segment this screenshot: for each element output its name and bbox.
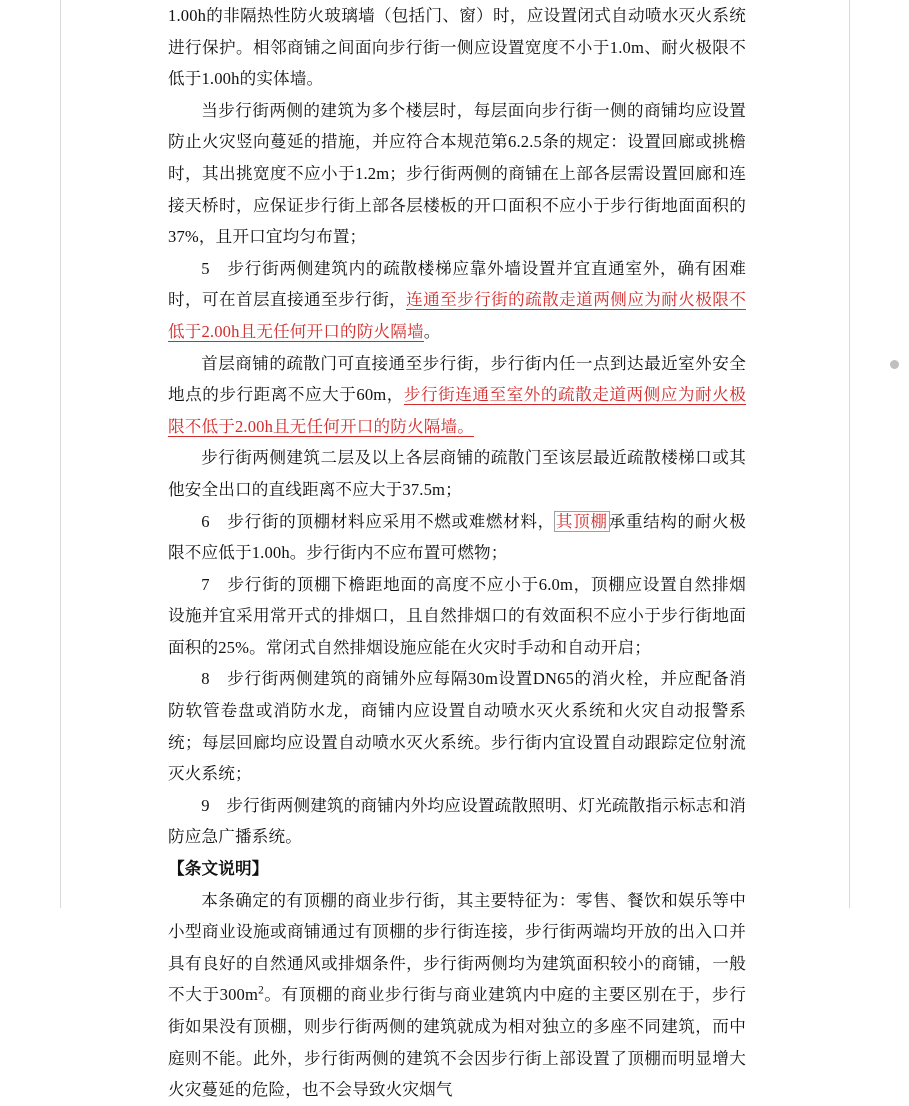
paragraph [168,569,746,664]
body-text: 6 步行街的顶棚材料应采用不燃或难燃材料， [201,511,555,531]
paragraph [168,790,746,853]
highlighted-revision-text: 步行街连通至室外的疏散走道两侧应为耐火极限不低于2.00h且无任何开口的防火隔墙。 [168,385,746,436]
body-text: 承重结构的耐火极限不应低于1.00h。步行街内不应布置可燃物； [168,511,746,563]
document-body [168,0,746,1106]
body-text: 当步行街两侧的建筑为多个楼层时，每层面向步行街一侧的商铺均应设置防止火灾竖向蔓延的措施，并应符合本规范第6.2.5条的规定：设置回廊或挑檐时，其出挑宽度不应小于1.2m；步行街两侧的商铺在上部各层需设置回廊和连接天桥时，应保证步行街上部各层楼板的开口面积不应小于步行街地面面积的37%，且开口宜均匀布置； [168,100,746,247]
scroll-position-indicator[interactable] [890,360,899,369]
page-right-margin-rule [849,0,850,908]
body-text: 7 步行街的顶棚下檐距地面的高度不应小于6.0m，顶棚应设置自然排烟设施并宜采用常开式的排烟口，且自然排烟口的有效面积不应小于步行街地面面积的25%。常闭式自然排烟设施应能在火灾时手动和自动开启； [168,574,746,657]
section-heading-text: 【条文说明】 [168,859,269,879]
highlighted-revision-text: 连通至步行街的疏散走道两侧应为耐火极限不低于2.00h且无任何开口的防火隔墙 [168,290,746,341]
body-text: 1.00h的非隔热性防火玻璃墙（包括门、窗）时，应设置闭式自动喷水灭火系统进行保护。相邻商铺之间面向步行街一侧应设置宽度不小于1.0m、耐火极限不低于1.00h的实体墙。 [168,6,746,89]
paragraph [168,853,746,885]
body-text: 本条确定的有顶棚的商业步行街，其主要特征为：零售、餐饮和娱乐等中小型商业设施或商铺通过有顶棚的步行街连接，步行街两端均开放的出入口并具有良好的自然通风或排烟条件，步行街两侧均为建筑面积较小的商铺，一般不大于300m [168,890,746,1005]
paragraph [168,663,746,789]
body-text: 8 步行街两侧建筑的商铺外应每隔30m设置DN65的消火栓，并应配备消防软管卷盘或消防水龙，商铺内应设置自动喷水灭火系统和火灾自动报警系统；每层回廊均应设置自动喷水灭火系统。步行街内宜设置自动跟踪定位射流灭火系统； [168,669,746,784]
paragraph [168,0,746,95]
boxed-revision-text: 其顶棚 [555,511,608,531]
paragraph [168,885,746,1106]
paragraph [168,506,746,569]
paragraph [168,348,746,443]
body-text: 5 步行街两侧建筑内的疏散楼梯应靠外墙设置并宜直通室外，确有困难时，可在首层直接通至步行街， [168,258,746,310]
body-text: 9 步行街两侧建筑的商铺内外均应设置疏散照明、灯光疏散指示标志和消防应急广播系统。 [168,795,746,847]
paragraph [168,442,746,505]
body-text: 。 [423,321,441,341]
superscript-text: 2 [258,984,264,997]
body-text: 首层商铺的疏散门可直接通至步行街，步行街内任一点到达最近室外安全地点的步行距离不应大于60m， [168,353,746,405]
page-left-margin-rule [60,0,61,908]
body-text: 步行街两侧建筑二层及以上各层商铺的疏散门至该层最近疏散楼梯口或其他安全出口的直线距离不应大于37.5m； [168,448,746,499]
paragraph [168,95,746,253]
body-text: 。有顶棚的商业步行街与商业建筑内中庭的主要区别在于，步行街如果没有顶棚，则步行街两侧的建筑就成为相对独立的多座不同建筑，而中庭则不能。此外，步行街两侧的建筑不会因步行街上部设置了顶棚而明显增大火灾蔓延的危险，也不会导致火灾烟气 [168,985,746,1100]
paragraph [168,253,746,348]
